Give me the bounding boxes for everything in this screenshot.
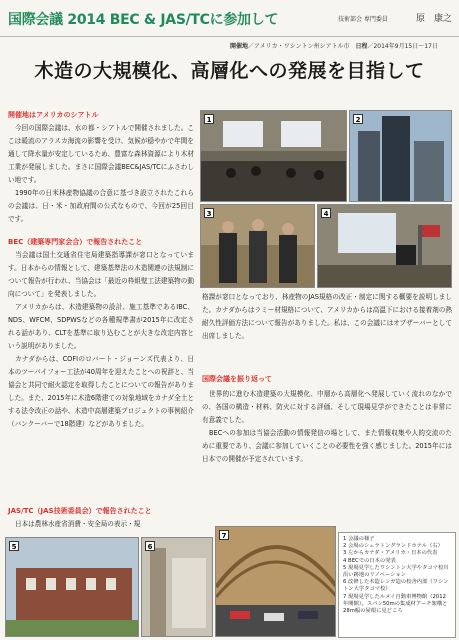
photo-number: 5 [9,541,19,551]
page-header [0,0,459,37]
photo-number: 4 [321,208,331,218]
photo-bec-presentation [317,204,452,288]
caption-item: 6 改修した木造レンガ造の校舎内部（ワシントン大学タコマ校） [343,579,449,593]
caption-item: 5 現場見学したワシントン大学やタコマ校川沿い跡地のリノベーション [343,564,449,579]
page-title: 国際会議 2014 BEC & JAS/TCに参加して [8,12,279,28]
caption-item: 4 BECでの日本の発表 [343,557,396,564]
paragraph: 1990年の日米林産物協議の合意に基づき設立されたこれらの会議は、日・米・加政府間の公式なもので、今回が25回目です。 [8,189,194,223]
caption-item: 1 会議の様子 [343,536,375,542]
paragraph: 世界的に進む木造建築の大規模化、中層から高層化へ発展していく流れのなかでの、各国の構造・材料、防火に対する評価、そして現場見学ができたことは非常に有意義でした。 [202,390,452,424]
paragraph: 日本は農林水産省消費・安全局の表示・規 [15,520,141,528]
left-column-text-2 [8,249,194,431]
paragraph: 今回の国際会議は、水の都・シアトルで開催されました。ここは暖流のアラスカ海流の影響を受け、気候が穏やかで年間を通して降水量が安定しているため、豊富な森林資源により木材工業が発展しました。まさに国際会議BEC&JAS/TCにふさわしい地です。 [8,124,194,184]
caption-item: 7 現場見学したルメイ自動車博物館（2012年開館）。スパン50mの集成材アーチ架構と28m幅の屋根に見どころ [343,593,448,615]
section-title-jastc: JAS/TC（JAS技術委員会）で報告されたこと [8,507,152,515]
photo-brick-interior [141,537,213,637]
venue-dates: ／2014年9月15日～17日 [367,43,438,50]
photo-hotel-building [349,110,452,202]
paragraph: 格課が窓口となっており、林産物のJAS規格の改正・制定に関する概要を説明しました。カナダからはラミー材規格について、アメリカからは高温下における接着剤の熱耐久性評価方法について報告がありました。私は、この会議にはオブザーバーとして出席しました。 [202,293,452,340]
paragraph: アメリカからは、木造建築物の設計、施工基準であるIBC、NDS、WFCM、SDPWSなどの各種規準書が2015年に改定される話があり、CLTを基準に取り込むことが大きな改定内容という説明がありました。 [8,303,194,350]
author-role: 技術部会 専門委員 [338,16,388,23]
right-column-text-1 [202,291,452,343]
paragraph: 当会議は国土交通省住宅局建築指導課が窓口となっています。日本からの情報として、建築基準法の木造関連の法規制について報告が行われ、当協会は「最近の枠組壁工法建築物の動向について」を発表しました。 [8,251,194,298]
right-column-text-2 [202,388,452,466]
venue-info [230,41,438,50]
caption-item: 3 左からカナダ・アメリカ・日本の代表 [343,550,438,557]
photo-delegates [200,204,315,288]
photo-number: 6 [145,541,155,551]
photo-university-campus [5,537,139,637]
caption-item: 2 会場のシェラトングランドホテル（右） [343,543,443,550]
photo-number: 3 [204,208,214,218]
photo-conference-room [200,110,347,202]
photo-number: 7 [219,530,229,540]
section-title-bec: BEC（建築専門家会合）で報告されたこと [8,238,143,246]
headline: 木造の大規模化、高層化への発展を目指して [34,60,425,82]
paragraph: BECへの参加は当協会活動の情報発信の場として、また情報収集や人的交流のために重要であり、会議に参加していくことの必要性を強く感じました。2015年には日本での開催が予定されています。 [202,429,452,463]
venue-label: 開催地 [230,43,249,50]
section-title-venue: 開催地はアメリカのシアトル [8,111,99,119]
dates-label: 日程 [355,43,368,50]
photo-captions [338,532,456,638]
left-column-text-3 [8,518,194,531]
photo-number: 2 [353,114,363,124]
paragraph: カナダからは、COFIのロバート・ジョーンズ代表より、日本のツーバイフォー工法が40周年を迎えたことへの祝辞と、当協会と共同で耐火認定を取得したことについての報告がありました。また、2015年に木造6階建ての対象地域をカナダ全土とする法令改正の話や、木造中高層建築プロジェクトの事例紹介（バンクーバーで18階建）などがありました。 [8,355,194,428]
left-column-text-1 [8,122,194,226]
section-title-review: 国際会議を振り返って [202,375,272,383]
photo-number: 1 [204,114,214,124]
venue-location: ／アメリカ・ワシントン州シアトル市 [248,43,350,50]
photo-car-museum [215,526,336,637]
author-name: 原 康之 [416,14,453,24]
